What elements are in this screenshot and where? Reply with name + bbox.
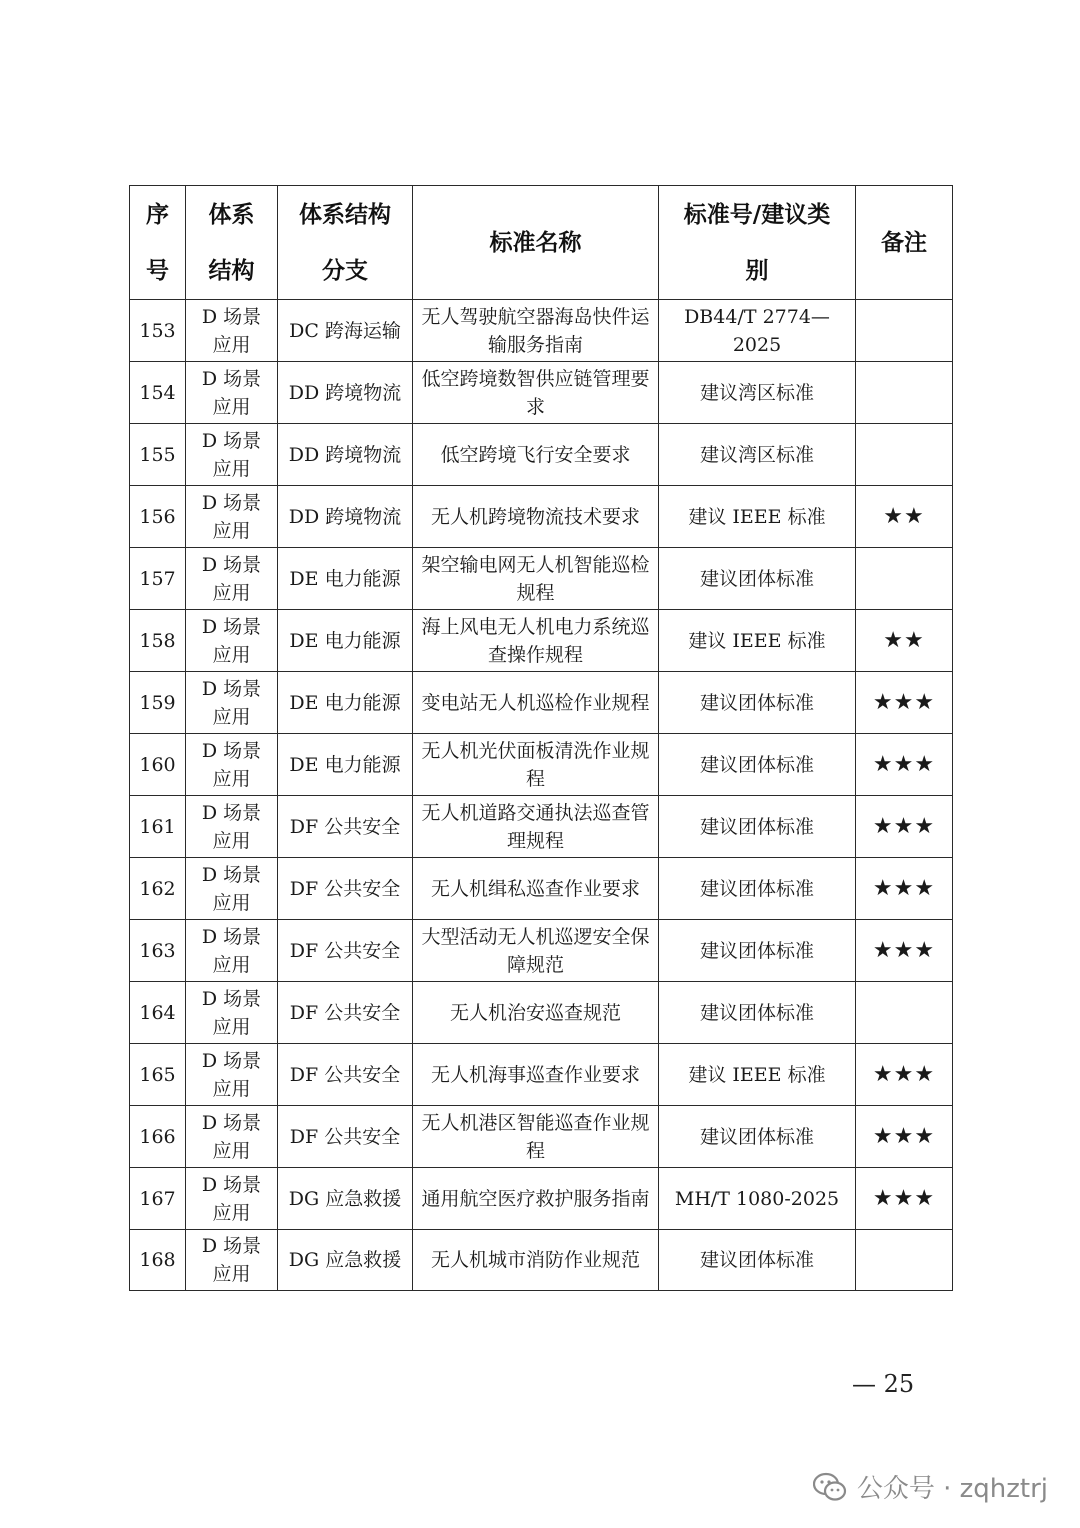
cell-name: 无人机海事巡查作业要求 (413, 1044, 659, 1106)
cell-std: 建议团体标准 (659, 734, 856, 796)
cell-std: 建议 IEEE 标准 (659, 1044, 856, 1106)
cell-std: 建议团体标准 (659, 858, 856, 920)
table-row (130, 1044, 953, 1106)
cell-structure: D 场景 应用 (186, 300, 278, 362)
table-row (130, 1106, 953, 1168)
cell-no: 166 (130, 1106, 186, 1168)
watermark-text: 公众号 · zqhztrj (856, 1474, 1048, 1504)
table-body (130, 300, 953, 1291)
cell-branch: DD 跨境物流 (278, 486, 413, 548)
cell-note (856, 362, 953, 424)
cell-std: 建议 IEEE 标准 (659, 610, 856, 672)
table-row (130, 982, 953, 1044)
wechat-icon (813, 1472, 847, 1502)
cell-std: 建议 IEEE 标准 (659, 486, 856, 548)
cell-note: ★★ (856, 486, 953, 548)
cell-std: 建议团体标准 (659, 920, 856, 982)
cell-std: MH/T 1080-2025 (659, 1168, 856, 1230)
cell-no: 157 (130, 548, 186, 610)
cell-branch: DF 公共安全 (278, 982, 413, 1044)
standards-table (129, 185, 953, 1291)
table-row (130, 300, 953, 362)
cell-name: 无人机跨境物流技术要求 (413, 486, 659, 548)
cell-structure: D 场景 应用 (186, 858, 278, 920)
cell-name: 无人驾驶航空器海岛快件运输服务指南 (413, 300, 659, 362)
header-name: 标准名称 (413, 186, 659, 300)
cell-branch: DF 公共安全 (278, 920, 413, 982)
table-row (130, 610, 953, 672)
cell-no: 163 (130, 920, 186, 982)
cell-std: 建议团体标准 (659, 1106, 856, 1168)
watermark (813, 1468, 1048, 1505)
cell-no: 168 (130, 1230, 186, 1291)
cell-name: 大型活动无人机巡逻安全保障规范 (413, 920, 659, 982)
cell-std: 建议团体标准 (659, 548, 856, 610)
cell-no: 154 (130, 362, 186, 424)
cell-std: DB44/T 2774— 2025 (659, 300, 856, 362)
table-row (130, 486, 953, 548)
table-row (130, 858, 953, 920)
cell-no: 156 (130, 486, 186, 548)
header-structure: 体系 结构 (186, 186, 278, 300)
cell-structure: D 场景 应用 (186, 1230, 278, 1291)
cell-note: ★★ (856, 610, 953, 672)
cell-no: 165 (130, 1044, 186, 1106)
cell-branch: DD 跨境物流 (278, 362, 413, 424)
cell-name: 无人机道路交通执法巡查管理规程 (413, 796, 659, 858)
cell-structure: D 场景 应用 (186, 734, 278, 796)
cell-name: 低空跨境数智供应链管理要求 (413, 362, 659, 424)
cell-branch: DD 跨境物流 (278, 424, 413, 486)
header-note: 备注 (856, 186, 953, 300)
table-header-row (130, 186, 953, 300)
cell-name: 变电站无人机巡检作业规程 (413, 672, 659, 734)
table-row (130, 548, 953, 610)
cell-name: 无人机港区智能巡查作业规程 (413, 1106, 659, 1168)
cell-structure: D 场景 应用 (186, 362, 278, 424)
cell-branch: DE 电力能源 (278, 610, 413, 672)
cell-branch: DF 公共安全 (278, 1106, 413, 1168)
cell-std: 建议团体标准 (659, 672, 856, 734)
cell-no: 159 (130, 672, 186, 734)
cell-structure: D 场景 应用 (186, 1106, 278, 1168)
cell-name: 低空跨境飞行安全要求 (413, 424, 659, 486)
cell-structure: D 场景 应用 (186, 486, 278, 548)
cell-name: 无人机城市消防作业规范 (413, 1230, 659, 1291)
cell-note: ★★★ (856, 1106, 953, 1168)
cell-structure: D 场景 应用 (186, 982, 278, 1044)
cell-note: ★★★ (856, 796, 953, 858)
table-row (130, 1230, 953, 1291)
table-row (130, 1168, 953, 1230)
page-number: — 25 (852, 1370, 915, 1398)
cell-std: 建议湾区标准 (659, 362, 856, 424)
cell-structure: D 场景 应用 (186, 920, 278, 982)
cell-no: 153 (130, 300, 186, 362)
table-row (130, 734, 953, 796)
table-row (130, 362, 953, 424)
cell-no: 167 (130, 1168, 186, 1230)
header-std: 标准号/建议类 别 (659, 186, 856, 300)
cell-name: 无人机缉私巡查作业要求 (413, 858, 659, 920)
cell-name: 通用航空医疗救护服务指南 (413, 1168, 659, 1230)
header-branch: 体系结构 分支 (278, 186, 413, 300)
cell-branch: DE 电力能源 (278, 672, 413, 734)
cell-branch: DE 电力能源 (278, 734, 413, 796)
cell-structure: D 场景 应用 (186, 672, 278, 734)
cell-structure: D 场景 应用 (186, 610, 278, 672)
cell-note: ★★★ (856, 858, 953, 920)
cell-std: 建议团体标准 (659, 982, 856, 1044)
cell-name: 架空输电网无人机智能巡检规程 (413, 548, 659, 610)
cell-branch: DG 应急救援 (278, 1168, 413, 1230)
cell-note: ★★★ (856, 672, 953, 734)
cell-name: 无人机治安巡查规范 (413, 982, 659, 1044)
header-no: 序 号 (130, 186, 186, 300)
cell-branch: DF 公共安全 (278, 796, 413, 858)
cell-no: 161 (130, 796, 186, 858)
cell-structure: D 场景 应用 (186, 796, 278, 858)
cell-name: 海上风电无人机电力系统巡查操作规程 (413, 610, 659, 672)
cell-note (856, 548, 953, 610)
cell-structure: D 场景 应用 (186, 1168, 278, 1230)
cell-std: 建议团体标准 (659, 1230, 856, 1291)
cell-note (856, 300, 953, 362)
cell-no: 155 (130, 424, 186, 486)
cell-structure: D 场景 应用 (186, 424, 278, 486)
cell-structure: D 场景 应用 (186, 548, 278, 610)
cell-branch: DF 公共安全 (278, 1044, 413, 1106)
cell-no: 164 (130, 982, 186, 1044)
cell-structure: D 场景 应用 (186, 1044, 278, 1106)
cell-name: 无人机光伏面板清洗作业规程 (413, 734, 659, 796)
cell-no: 162 (130, 858, 186, 920)
cell-branch: DG 应急救援 (278, 1230, 413, 1291)
cell-branch: DE 电力能源 (278, 548, 413, 610)
cell-note: ★★★ (856, 920, 953, 982)
cell-std: 建议湾区标准 (659, 424, 856, 486)
table-row (130, 796, 953, 858)
cell-no: 160 (130, 734, 186, 796)
cell-branch: DC 跨海运输 (278, 300, 413, 362)
cell-no: 158 (130, 610, 186, 672)
cell-note: ★★★ (856, 1044, 953, 1106)
table-row (130, 672, 953, 734)
cell-note: ★★★ (856, 1168, 953, 1230)
table-row (130, 424, 953, 486)
cell-note (856, 1230, 953, 1291)
table-row (130, 920, 953, 982)
cell-note: ★★★ (856, 734, 953, 796)
cell-note (856, 424, 953, 486)
cell-note (856, 982, 953, 1044)
cell-branch: DF 公共安全 (278, 858, 413, 920)
cell-std: 建议团体标准 (659, 796, 856, 858)
